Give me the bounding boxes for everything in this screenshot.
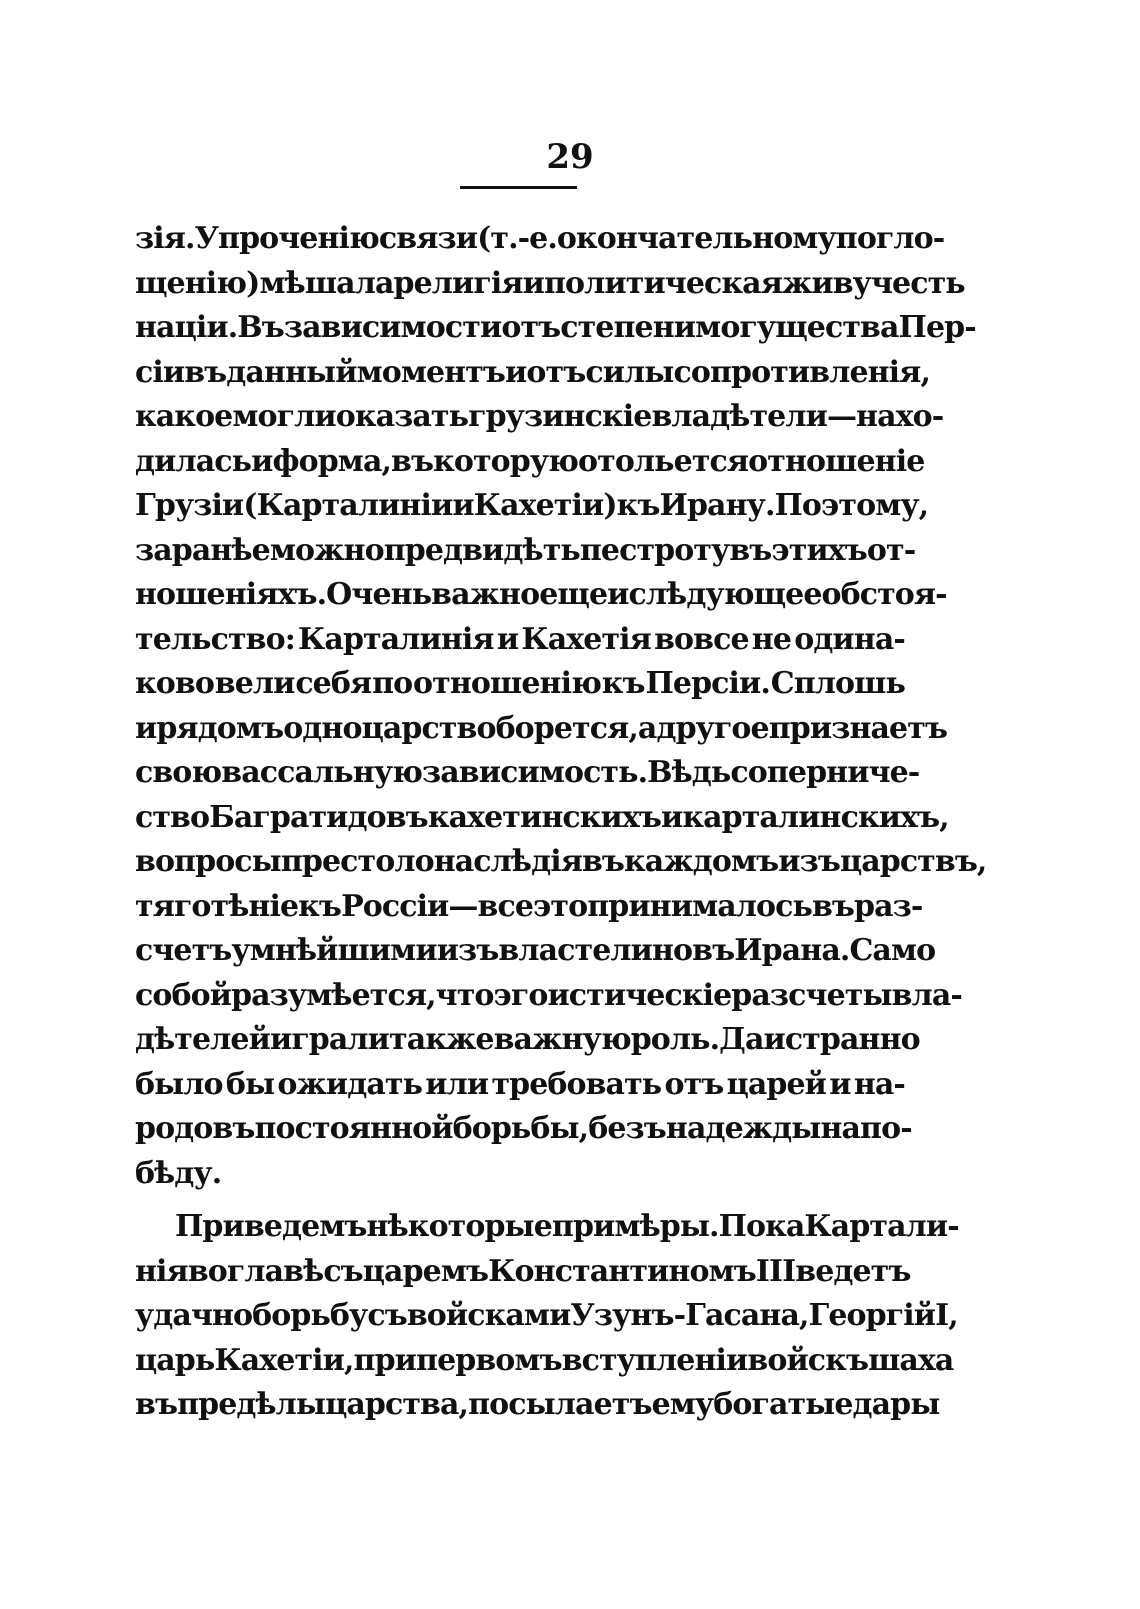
word: отношеніе <box>748 443 925 479</box>
word: къ <box>616 488 660 523</box>
word: форма, <box>272 443 392 479</box>
word: было <box>135 1066 223 1102</box>
word: отношенію <box>413 666 601 701</box>
word: вассальную <box>221 755 422 790</box>
word: Сплошь <box>770 666 905 701</box>
text-line <box>135 974 962 1019</box>
word: карталинскихъ, <box>682 799 949 835</box>
word: нія <box>135 1253 188 1289</box>
word: борьбы, <box>452 1111 589 1146</box>
word: престолонаслѣдія <box>280 844 582 879</box>
word: Очень <box>326 577 432 612</box>
word: богатые <box>713 1387 853 1422</box>
word: пестроту <box>579 532 730 568</box>
word: сопротивленія, <box>673 354 930 390</box>
text-line <box>135 885 923 930</box>
word: въ <box>184 354 227 390</box>
word: можно <box>269 532 384 568</box>
word: зависимость. <box>422 755 648 790</box>
text-line <box>135 217 945 262</box>
word: одина- <box>794 621 905 657</box>
word: ожидать <box>277 1066 423 1102</box>
word: политическая <box>543 265 782 301</box>
word: первомъ <box>416 1342 562 1378</box>
word: каждомъ <box>624 844 779 879</box>
word: изъ <box>436 933 499 968</box>
word: и <box>251 443 273 479</box>
word: слѣдующее <box>628 577 822 612</box>
word: зависимости <box>283 310 502 345</box>
text-line <box>135 840 987 885</box>
word: царства, <box>325 1387 469 1422</box>
word: постоянной <box>254 1111 453 1146</box>
text-line <box>135 1107 912 1152</box>
word: въ <box>811 888 855 924</box>
text-line <box>135 1250 911 1295</box>
word: вла- <box>891 977 962 1013</box>
word: играли <box>269 1022 390 1057</box>
word: религія <box>393 265 523 301</box>
word: царство <box>361 710 496 746</box>
word: главѣ <box>226 1253 324 1289</box>
word: царствъ, <box>839 844 987 879</box>
word: войсками <box>406 1298 571 1333</box>
word: (т.-е. <box>477 221 557 256</box>
word: отъ <box>501 310 561 345</box>
word: дѣтелей <box>135 1022 270 1057</box>
word: принималось <box>587 888 812 924</box>
word: Грузіи <box>135 488 244 523</box>
text-line <box>135 1294 958 1339</box>
word: что <box>435 977 494 1013</box>
word: вели <box>214 666 295 701</box>
word: безъ <box>588 1111 666 1146</box>
text-line <box>135 1383 940 1428</box>
word: раз- <box>854 888 923 924</box>
word: родовъ <box>135 1111 255 1146</box>
word: съ <box>323 1253 363 1289</box>
word: погло- <box>835 221 945 256</box>
word: надежды <box>665 1111 821 1146</box>
word: эгоистическіе <box>493 977 732 1013</box>
word: нѣкоторые <box>366 1209 552 1244</box>
word: Картали- <box>804 1209 959 1244</box>
word: вовсе <box>654 621 749 657</box>
word: Пер- <box>898 310 976 345</box>
word: от- <box>866 532 916 568</box>
word: это <box>533 888 588 924</box>
word: и <box>607 577 629 612</box>
word: зія. <box>135 221 195 256</box>
word: въ <box>581 844 625 879</box>
word: во <box>187 1253 227 1289</box>
word: и <box>505 354 527 390</box>
word: обстоя- <box>821 577 947 612</box>
word: Карталинія <box>298 621 494 657</box>
word: или <box>425 1066 489 1102</box>
word: вступленіи <box>561 1342 748 1378</box>
word: съ <box>367 1298 407 1333</box>
word: на- <box>853 1066 905 1102</box>
word: и <box>829 1066 851 1102</box>
word: отольется <box>578 443 749 479</box>
word: также <box>389 1022 494 1057</box>
word: щенію) <box>135 265 260 301</box>
text-line <box>135 262 965 307</box>
word: въ <box>135 1387 178 1422</box>
word: собой <box>135 977 232 1013</box>
text-line <box>135 662 905 707</box>
word: какое <box>135 399 233 434</box>
word: Ирану. <box>659 488 775 523</box>
word: Узунъ-Гасана, <box>570 1298 809 1333</box>
word: тельство: <box>135 621 295 657</box>
word: борьбу <box>252 1298 368 1333</box>
word: царь <box>135 1342 215 1378</box>
word: въ <box>391 443 434 479</box>
word: грузинскіе <box>468 399 652 434</box>
word: посылаетъ <box>468 1387 652 1422</box>
word: предѣлы <box>177 1387 326 1422</box>
word: себя <box>295 666 372 701</box>
word: ково <box>135 666 214 701</box>
word: Кахетіи, <box>214 1342 354 1378</box>
text-line <box>135 751 920 796</box>
word: роль. <box>630 1022 720 1057</box>
text-line <box>135 529 916 574</box>
word: удачно <box>135 1298 253 1333</box>
word: и <box>522 265 544 301</box>
text-line <box>135 707 948 752</box>
word: силы <box>585 354 674 390</box>
word: Вѣдь <box>647 755 731 790</box>
word: царемъ <box>362 1253 489 1289</box>
paragraph-gap <box>135 1196 905 1205</box>
word: степени <box>560 310 696 345</box>
word: счетъ <box>135 933 232 968</box>
word: отъ <box>526 354 586 390</box>
word: Багратидовъ <box>209 799 428 835</box>
word: отъ <box>664 1066 724 1102</box>
word: по- <box>860 1111 912 1146</box>
word: сіи <box>135 354 185 390</box>
word: важно <box>431 577 540 612</box>
word: къ <box>601 666 645 701</box>
word: этихъ <box>771 532 867 568</box>
word: которую <box>433 443 579 479</box>
text-line <box>135 1205 959 1250</box>
word: Константиномъ <box>488 1253 756 1289</box>
text-line <box>135 395 944 440</box>
word: соперниче- <box>730 755 920 790</box>
text-line <box>135 351 930 396</box>
word: Въ <box>237 310 284 345</box>
word: Персіи. <box>645 666 770 701</box>
text-line <box>135 573 947 618</box>
word: живучесть <box>781 265 965 301</box>
word: и <box>135 710 157 746</box>
word: Приведемъ <box>175 1209 367 1244</box>
word: еще <box>539 577 608 612</box>
word: владѣтели—нахо- <box>651 399 944 434</box>
word: властелиновъ <box>498 933 735 968</box>
word: I, <box>935 1298 958 1333</box>
word: націи. <box>135 310 238 345</box>
text-line <box>135 440 925 485</box>
word: Георгій <box>808 1298 936 1333</box>
word: Да <box>719 1022 764 1057</box>
text-line <box>135 1063 905 1108</box>
word: могли <box>232 399 336 434</box>
word: шаха <box>868 1342 954 1378</box>
word: (Карталиніи <box>243 488 453 523</box>
word: странно <box>784 1022 920 1057</box>
word: по <box>372 666 413 701</box>
word: тяготѣніе <box>135 888 299 924</box>
word: не <box>751 621 792 657</box>
word: мѣшала <box>259 265 394 301</box>
paragraph-2 <box>135 1205 959 1428</box>
word: при <box>353 1342 417 1378</box>
word: дары <box>852 1387 940 1422</box>
word: дилась <box>135 443 252 479</box>
word: вопросы <box>135 844 281 879</box>
word: одно <box>283 710 362 746</box>
text-line: бѣду. <box>135 1155 222 1191</box>
word: кахетинскихъ <box>427 799 661 835</box>
word: а <box>637 710 657 746</box>
word: ему <box>651 1387 714 1422</box>
word: свою <box>135 755 222 790</box>
word: бы <box>225 1066 275 1102</box>
word: предвидѣть <box>383 532 580 568</box>
word: моментъ <box>356 354 506 390</box>
word: важную <box>493 1022 631 1057</box>
word: Ирана. <box>734 933 850 968</box>
word: рядомъ <box>156 710 284 746</box>
word: Поэтому, <box>774 488 929 523</box>
word: окончательному <box>556 221 836 256</box>
text-line <box>135 618 905 663</box>
text-line <box>135 306 976 351</box>
text-line <box>135 796 949 841</box>
word: данный <box>226 354 357 390</box>
word: другое <box>656 710 769 746</box>
word: изъ <box>778 844 840 879</box>
word: требовать <box>491 1066 662 1102</box>
word: оказать <box>335 399 469 434</box>
word: признаетъ <box>768 710 948 746</box>
word: борется, <box>495 710 638 746</box>
word: Кахетіи) <box>473 488 617 523</box>
page-number: 29 <box>546 137 594 177</box>
word: заранѣе <box>135 532 270 568</box>
word: могущества <box>695 310 899 345</box>
paragraph-1 <box>135 217 987 1196</box>
word: Россіи—все <box>341 888 534 924</box>
text-line <box>135 1018 920 1063</box>
word: Само <box>849 933 936 968</box>
text-line <box>135 484 929 529</box>
word: Пока <box>718 1209 805 1244</box>
word: къ <box>298 888 342 924</box>
word: и <box>763 1022 785 1057</box>
word: и <box>452 488 474 523</box>
word: ведетъ <box>795 1253 911 1289</box>
text-line <box>135 929 936 974</box>
word: Упроченію <box>194 221 379 256</box>
word: ство <box>135 799 210 835</box>
word: въ <box>729 532 772 568</box>
word: разумѣется, <box>231 977 436 1013</box>
word: связи <box>378 221 478 256</box>
word: и <box>496 621 519 657</box>
page-number-rule <box>460 186 577 189</box>
word: Кахетія <box>521 621 651 657</box>
word: на <box>820 1111 861 1146</box>
word: умнѣйшими <box>231 933 437 968</box>
word: царей <box>726 1066 827 1102</box>
body-text <box>135 217 987 1428</box>
word: разсчеты <box>731 977 892 1013</box>
word: примѣры. <box>551 1209 719 1244</box>
word: III <box>755 1253 796 1289</box>
word: ношеніяхъ. <box>135 577 327 612</box>
word: войскъ <box>747 1342 869 1378</box>
text-line <box>135 1339 954 1384</box>
word: и <box>660 799 683 835</box>
